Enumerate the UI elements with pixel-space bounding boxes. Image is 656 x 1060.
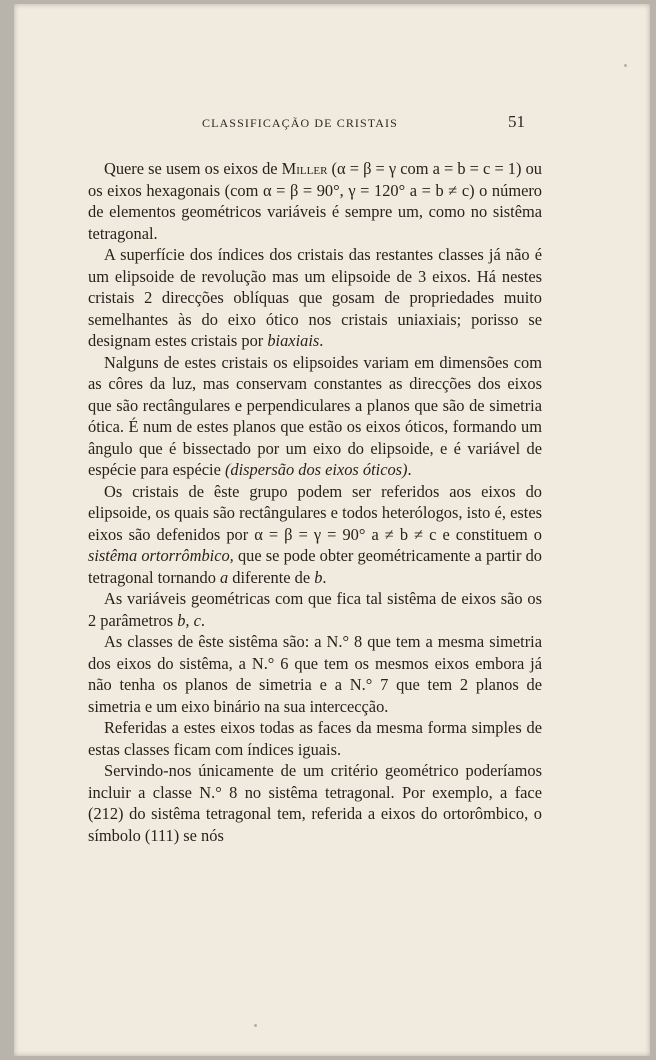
page-number: 51 xyxy=(508,112,525,131)
paragraph: Quere se usem os eixos de Miller (α = β = γ com a = b = c = 1) ou os eixos hexagonais (com α = β = 90°, γ = 120° a = b ≠ c) o número de elementos geométricos variáveis é sempre um, como no sistêma tetragonal. xyxy=(88,159,542,243)
paragraph: Nalguns de estes cristais os elipsoides variam em dimensões com as côres da luz, mas conservam constantes as direcções dos eixos que são rectângulares e perpendiculares a planos que são de simetria ótica. É num de estes planos que estão os eixos óticos, formando um ângulo que é bissectado por um eixo do elipsoide, e é variável de espécie para espécie (dispersão dos eixos óticos). xyxy=(88,352,542,479)
book-page xyxy=(14,4,650,1056)
paragraph: Servindo-nos únicamente de um critério geométrico poderíamos incluir a classe N.° 8 no sistêma tetragonal. Por exemplo, a face (212) do sistêma tetragonal tem, referida a eixos do ortorômbico, o símbolo (111) se nós xyxy=(88,761,542,845)
page-header xyxy=(14,112,650,138)
paragraph: A superfície dos índices dos cristais das restantes classes já não é um elipsoide de revolução mas um elipsoide de 3 eixos. Há nestes cristais 2 direcções oblíquas que gosam de propriedades muito semelhantes às do eixo ótico nos cristais uniaxiais; porisso se designam estes cristais por biaxiais. xyxy=(88,245,542,350)
author-name: Miller xyxy=(281,159,328,178)
paper-speck xyxy=(254,1024,257,1027)
emphasis: biaxiais xyxy=(267,331,320,350)
emphasis: a xyxy=(220,567,229,587)
paragraph: As classes de êste sistêma são: a N.° 8 que tem a mesma simetria dos eixos do sistêma, a N.° 6 que tem os mesmos eixos embora já não tenha os planos de simetria e a N.° 7 que tem 2 planos de simetria e um eixo binário na sua intercecção. xyxy=(88,632,542,716)
emphasis: sistêma ortorrômbico, xyxy=(88,546,234,565)
paper-speck xyxy=(624,64,627,67)
paragraph: Referidas a estes eixos todas as faces da mesma forma simples de estas classes ficam com índices iguais. xyxy=(88,718,542,759)
emphasis: (dispersão dos eixos óticos) xyxy=(224,460,408,479)
paragraph: As variáveis geométricas com que fica tal sistêma de eixos são os 2 parâmetros b, c. xyxy=(88,589,542,630)
running-title: CLASSIFICAÇÃO DE CRISTAIS xyxy=(202,116,398,130)
paragraph: Os cristais de êste grupo podem ser referidos aos eixos do elipsoide, os quais são rectângulares e todos heterólogos, isto é, estes eixos são defenidos por α = β = γ = 90° a ≠ b ≠ c e constituem o sistêma ortorrômbico, que se pode obter geométricamente a partir do tetragonal tornando a diferente de b. xyxy=(88,481,543,587)
body-text xyxy=(88,158,542,846)
emphasis: b xyxy=(314,567,323,587)
emphasis: b, c xyxy=(177,610,201,630)
